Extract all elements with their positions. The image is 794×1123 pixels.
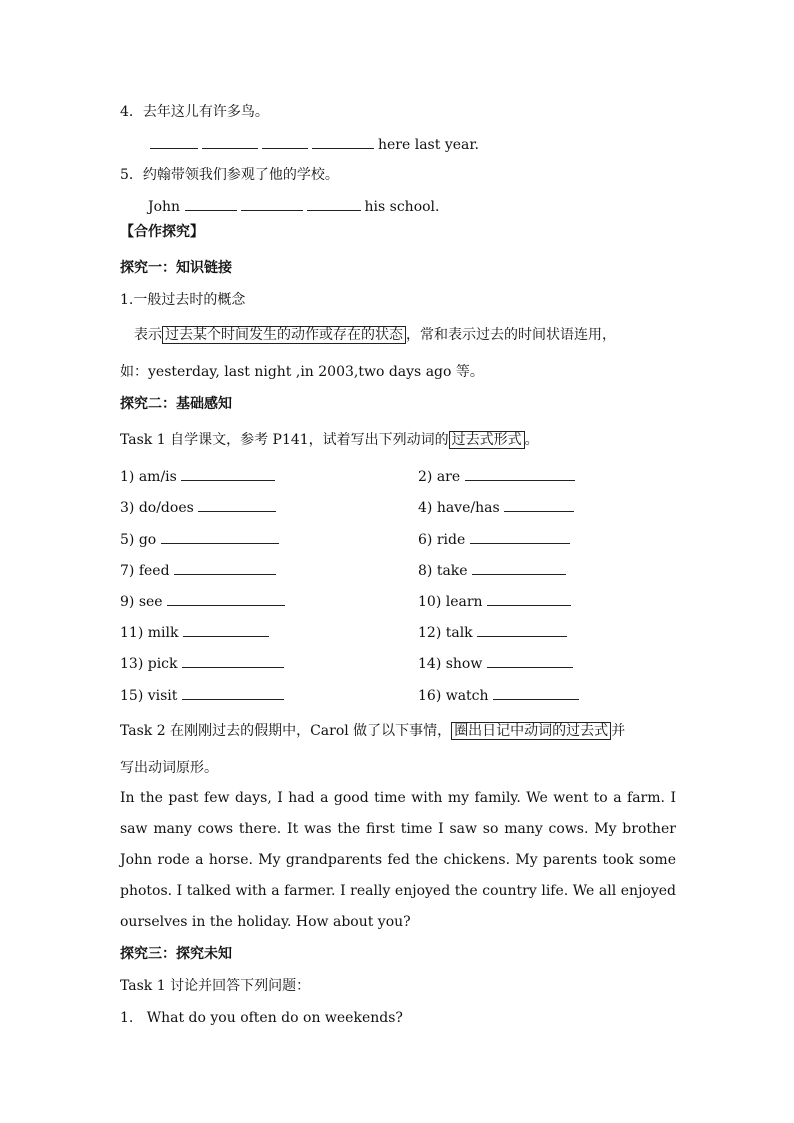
explore-2-task-1 (120, 430, 539, 450)
explore-1-title: 探究一：知识链接 (120, 260, 232, 276)
verb-blank[interactable] (487, 591, 571, 606)
definition-suffix: ，常和表示过去的时间状语连用， (406, 327, 616, 343)
verb-label: 15) visit (120, 688, 178, 704)
verb-item (418, 653, 577, 674)
blank[interactable] (307, 196, 361, 211)
verb-label: 10) learn (418, 594, 483, 610)
question-text: What do you often do on weekends? (146, 1010, 403, 1026)
blank[interactable] (185, 196, 237, 211)
verb-blank[interactable] (465, 466, 575, 481)
question-4-tail: here last year. (378, 137, 479, 153)
verb-item (120, 622, 273, 643)
verb-blank[interactable] (181, 466, 275, 481)
verb-blank[interactable] (174, 560, 276, 575)
verb-item (418, 497, 578, 518)
question-4-number: 4． (120, 104, 143, 120)
verb-label: 1) am/is (120, 469, 177, 485)
verb-label: 6) ride (418, 532, 466, 548)
verb-label: 11) milk (120, 625, 179, 641)
blank[interactable] (150, 134, 198, 149)
verb-item (418, 685, 583, 706)
task-1-suffix: 。 (524, 432, 539, 448)
verb-label: 12) talk (418, 625, 473, 641)
verb-blank[interactable] (472, 560, 566, 575)
verb-label: 14) show (418, 656, 483, 672)
verb-item (120, 685, 288, 706)
explore-2-task-2-line-2: 写出动词原形。 (120, 760, 218, 776)
explore-1-definition (134, 325, 616, 345)
task-1-boxed-phrase: 过去式形式 (449, 431, 525, 449)
question-5-text: 约翰带领我们参观了他的学校。 (142, 167, 339, 183)
question-number: 1. (120, 1010, 134, 1026)
verb-item (418, 466, 579, 487)
verb-label: 2) are (418, 469, 461, 485)
explore-3-question-1 (120, 1008, 403, 1028)
explore-3-task-1: Task 1 讨论并回答下列问题： (120, 978, 311, 994)
blank[interactable] (312, 134, 374, 149)
task-2-suffix: 并 (611, 723, 626, 739)
diary-paragraph: In the past few days, I had a good time with my family. We went to a farm. I saw many cows there. It was the first time I saw so many cows. My brother John rode a horse. My grandparents fed the chickens. My parents took some photos. I talked with a farmer. I really enjoyed the country life. We all enjoyed ourselves in the holiday. How about you? (120, 790, 676, 930)
verb-item (418, 622, 571, 643)
question-5-number: 5． (120, 167, 143, 183)
task-2-boxed-phrase: 圈出日记中动词的过去式 (451, 722, 611, 740)
verb-blank[interactable] (198, 497, 276, 512)
definition-prefix: 表示 (134, 327, 162, 343)
verb-item (120, 466, 279, 487)
question-5-answer-line (148, 196, 440, 217)
question-4-text: 去年这儿有许多鸟。 (142, 104, 269, 120)
task-1-prefix: Task 1 自学课文，参考 P141，试着写出下列动词的 (120, 432, 449, 448)
verb-blank[interactable] (470, 529, 570, 544)
verb-label: 3) do/does (120, 500, 194, 516)
verb-blank[interactable] (493, 685, 579, 700)
verb-item (120, 653, 288, 674)
verb-item (120, 560, 280, 581)
verb-item (418, 560, 570, 581)
task-2-prefix: Task 2 在刚刚过去的假期中，Carol 做了以下事情， (120, 723, 452, 739)
verb-blank[interactable] (183, 622, 269, 637)
verb-label: 8) take (418, 563, 468, 579)
explore-2-title: 探究二：基础感知 (120, 396, 232, 412)
explore-3-title: 探究三：探究未知 (120, 946, 232, 962)
verb-item (418, 591, 575, 612)
question-5-head: John (148, 199, 181, 215)
verb-label: 16) watch (418, 688, 489, 704)
definition-boxed-phrase: 过去某个时间发生的动作或存在的状态 (162, 326, 406, 344)
blank[interactable] (202, 134, 258, 149)
verb-item (120, 497, 280, 518)
verb-blank[interactable] (182, 685, 284, 700)
explore-1-item: 1.一般过去时的概念 (120, 292, 246, 308)
verb-blank[interactable] (504, 497, 574, 512)
verb-label: 4) have/has (418, 500, 500, 516)
question-5 (120, 165, 339, 185)
verb-label: 5) go (120, 532, 157, 548)
verb-blank[interactable] (161, 529, 279, 544)
verb-label: 7) feed (120, 563, 170, 579)
blank[interactable] (262, 134, 308, 149)
explore-1-examples: 如：yesterday, last night ,in 2003,two days ago 等。 (120, 364, 484, 380)
verb-item (120, 591, 289, 612)
verb-blank[interactable] (182, 653, 284, 668)
verb-blank[interactable] (477, 622, 567, 637)
blank[interactable] (241, 196, 303, 211)
question-4-answer-line (150, 134, 479, 155)
verb-blank[interactable] (487, 653, 573, 668)
section-heading: 【合作探究】 (120, 224, 204, 240)
verb-item (120, 529, 283, 550)
verb-label: 9) see (120, 594, 163, 610)
question-4 (120, 102, 269, 122)
verb-item (418, 529, 574, 550)
question-5-tail: his school. (364, 199, 440, 215)
verb-blank[interactable] (167, 591, 285, 606)
explore-2-task-2 (120, 721, 625, 741)
verb-label: 13) pick (120, 656, 178, 672)
